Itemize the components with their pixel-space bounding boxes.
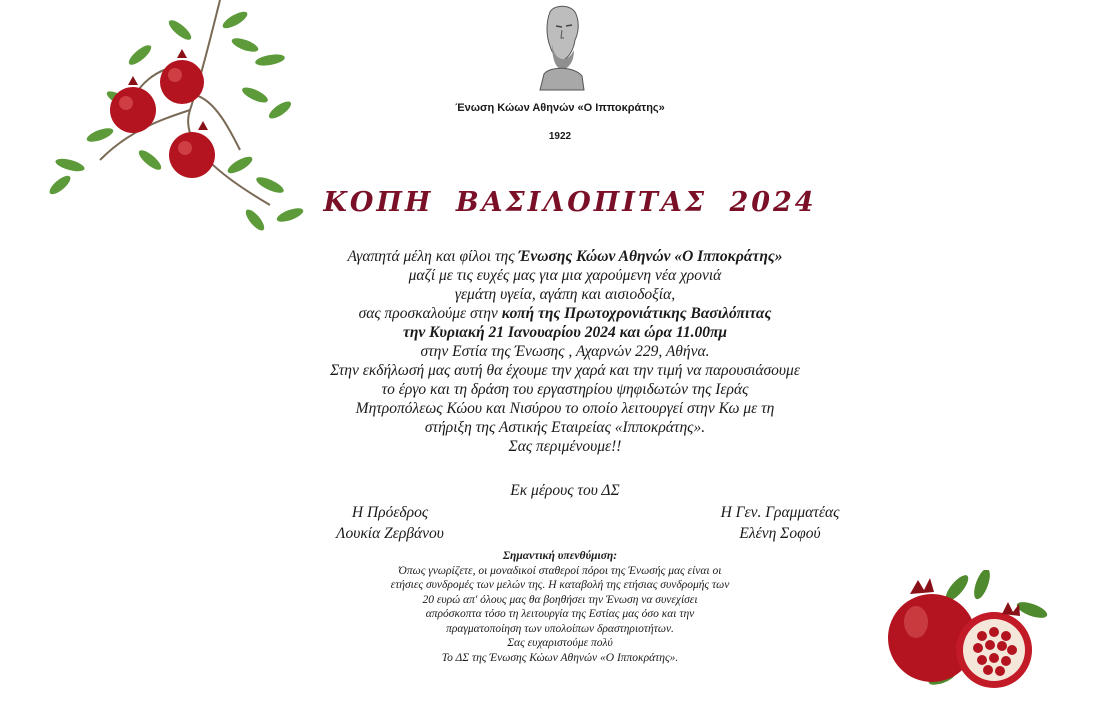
letter-line: στην Εστία της Ένωσης , Αχαρνών 229, Αθήνα. [420, 343, 710, 360]
letter-bold-text: κοπή της Πρωτοχρονιάτικης Βασιλόπιτας [501, 305, 772, 322]
signature-president [300, 502, 480, 544]
signature-name: Λουκία Ζερβάνου [336, 525, 444, 542]
reminder-line: Το ΔΣ της Ένωσης Κώων Αθηνών «Ο Ιπποκράτης». [441, 651, 679, 664]
letter-line: στήριξη της Αστικής Εταιρείας «Ιπποκράτης». [424, 419, 706, 436]
organization-name: Ένωση Κώων Αθηνών «Ο Ιπποκράτης» [455, 102, 665, 114]
reminder-heading: Σημαντική υπενθύμιση: [502, 550, 618, 562]
letter-line [200, 323, 930, 342]
letter-bold-text: Ένωσης Κώων Αθηνών «Ο Ιπποκράτης» [518, 248, 783, 265]
on-behalf-label: Εκ μέρους του ΔΣ [510, 482, 620, 499]
letter-line: Μητροπόλεως Κώου και Νισύρου το οποίο λειτουργεί στην Κω με τη [355, 400, 775, 417]
membership-reminder [340, 549, 780, 665]
hippocrates-bust-icon [530, 4, 590, 94]
signature-role: Η Πρόεδρος [351, 504, 429, 521]
letter-line [200, 247, 930, 266]
letter-line [200, 304, 930, 323]
letter-line: γεμάτη υγεία, αγάπη και αισιοδοξία, [454, 286, 676, 303]
letter-line: μαζί με τις ευχές μας για μια χαρούμενη νέα χρονιά [408, 267, 722, 284]
letter-line: το έργο και τη δράση του εργαστηρίου ψηφιδωτών της Ιεράς [381, 381, 749, 398]
founding-year: 1922 [548, 131, 572, 142]
signature-role: Η Γεν. Γραμματέας [720, 504, 840, 521]
signature-name: Ελένη Σοφού [739, 525, 821, 542]
page-title: ΚΟΠΗ ΒΑΣΙΛΟΠΙΤΑΣ 2024 [323, 187, 817, 218]
signature-secretary [690, 502, 870, 544]
letter-line: Στην εκδήλωσή μας αυτή θα έχουμε την χαρά και την τιμή να παρουσιάσουμε [330, 362, 800, 379]
reminder-line: Σας ευχαριστούμε πολύ [507, 637, 613, 649]
reminder-line: ετήσιες συνδρομές των μελών της. Η καταβολή της ετήσιας συνδρομής των [390, 579, 730, 591]
pomegranate-fruit-icon [882, 570, 1057, 695]
reminder-line: απρόσκοπτα τόσο τη λειτουργία της Εστίας μας όσο και την [425, 608, 695, 620]
letter-line: Σας περιμένουμε!! [508, 438, 622, 455]
letter-text: σας προσκαλούμε στην [358, 305, 502, 322]
event-date-time: την Κυριακή 21 Ιανουαρίου 2024 και ώρα 11.00πμ [402, 324, 728, 341]
reminder-line: 20 ευρώ απ' όλους μας θα βοηθήσει την Ένωση να συνεχίσει [422, 593, 698, 606]
letter-text: Αγαπητά μέλη και φίλοι της [347, 248, 519, 265]
invitation-letter [200, 247, 930, 456]
reminder-line: Όπως γνωρίζετε, οι μοναδικοί σταθεροί πόροι της Ένωσής μας είναι οι [398, 564, 722, 577]
reminder-line: πραγματοποίηση των υπολοίπων δραστηριοτήτων. [446, 622, 674, 635]
